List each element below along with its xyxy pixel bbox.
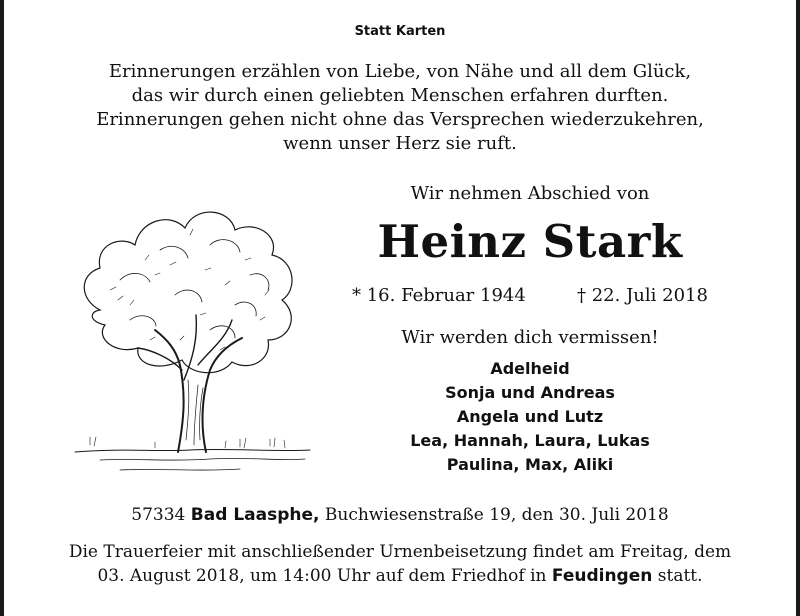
header-label: Statt Karten (354, 24, 446, 39)
family-list (340, 357, 720, 477)
deceased-name: Heinz Stark (377, 215, 683, 268)
death-date: † 22. Juli 2018 (577, 285, 708, 306)
address-city: Bad Laasphe, (190, 505, 320, 525)
notice-place: Feudingen (551, 566, 653, 586)
notice-line (0, 564, 800, 588)
family-member: Adelheid (490, 359, 570, 378)
birth-date: * 16. Februar 1944 (352, 285, 526, 306)
family-member: Angela und Lutz (456, 407, 604, 426)
quote-line: Erinnerungen gehen nicht ohne das Versprechen wiederzukehren, (96, 109, 704, 130)
miss-you-line: Wir werden dich vermissen! (401, 327, 659, 348)
quote-line: Erinnerungen erzählen von Liebe, von Nähe und all dem Glück, (108, 61, 692, 82)
farewell-intro: Wir nehmen Abschied von (410, 183, 650, 204)
notice-line-start: 03. August 2018, um 14:00 Uhr auf dem Friedhof in (97, 566, 547, 586)
funeral-notice (0, 540, 800, 588)
notice-line-end: statt. (657, 566, 703, 586)
address-zip: 57334 (131, 505, 186, 525)
memorial-quote (0, 60, 800, 156)
address-street-date: Buchwiesenstraße 19, den 30. Juli 2018 (324, 505, 669, 525)
tree-illustration-icon (60, 190, 320, 480)
quote-line: wenn unser Herz sie ruft. (283, 133, 517, 154)
family-member: Lea, Hannah, Laura, Lukas (410, 431, 650, 450)
family-member: Paulina, Max, Aliki (446, 455, 614, 474)
quote-line: das wir durch einen geliebten Menschen erfahren durften. (131, 85, 669, 106)
address-line (0, 505, 800, 525)
notice-line: Die Trauerfeier mit anschließender Urnenbeisetzung findet am Freitag, dem (68, 542, 732, 562)
family-member: Sonja und Andreas (445, 383, 615, 402)
